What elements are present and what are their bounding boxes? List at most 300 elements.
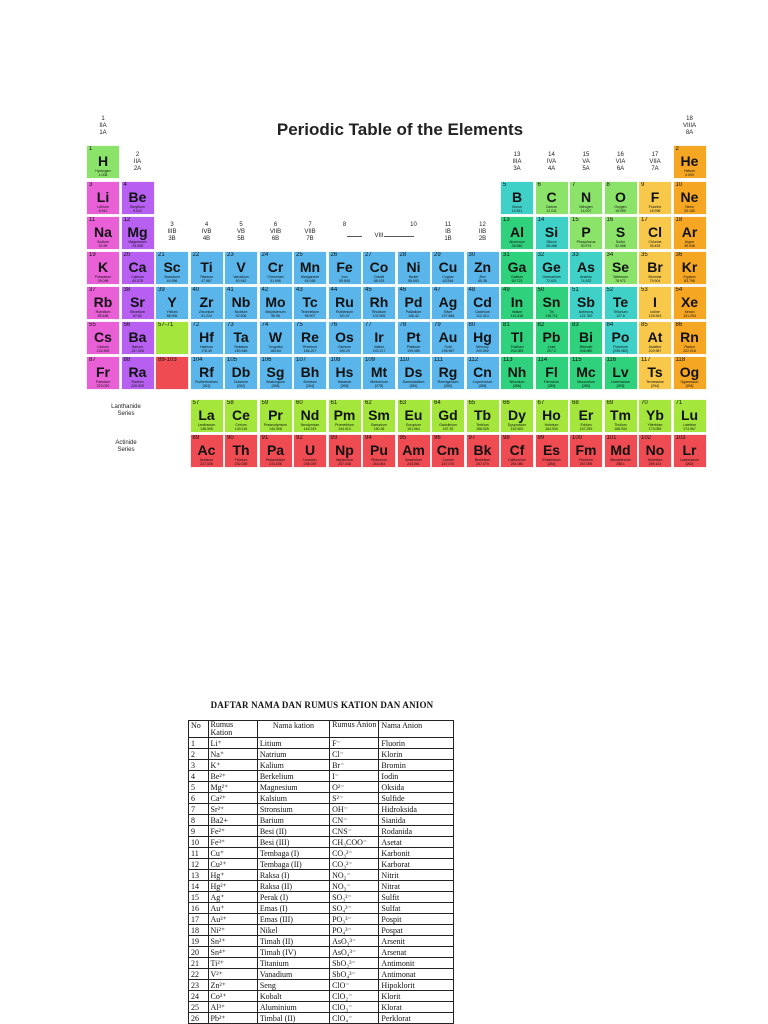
element-atomic-number: 53 [641,287,648,293]
element-atomic-number: 10 [675,182,683,188]
element-fe [328,251,362,285]
element-atomic-number: 76 [330,322,338,328]
element-mass: 138.905 [200,427,213,431]
cation-formula: Cu⁺ [208,848,257,859]
element-atomic-number: 57 [192,400,200,406]
element-atomic-number: 117 [641,357,651,363]
cation-formula: Co²⁺ [208,991,257,1002]
element-symbol: Cn [473,364,492,380]
group-label: 8 [342,222,347,228]
element-mass: 91.224 [201,314,212,318]
table-row [189,958,454,969]
element-atomic-number: 18 [675,217,683,223]
element-atomic-number: 54 [675,287,683,293]
element-lv [604,356,638,390]
element-mass: 39.098 [97,279,109,283]
cation-name: Aluminium [257,1002,329,1013]
element-name: Bromine [648,275,662,279]
element-mass: 51.996 [270,279,281,283]
element-atomic-number: 46 [399,287,407,293]
element-symbol: Sc [163,259,181,275]
periodic-table-title: Periodic Table of the Elements [276,120,524,139]
element-lr [673,434,707,468]
element-bh [293,356,327,390]
row-number: 1 [189,738,209,749]
element-cf [500,434,534,468]
element-symbol: Ir [374,329,384,345]
element-symbol: Zr [199,294,214,310]
anion-formula: AsO₄³⁻ [330,947,379,958]
anion-formula: S²⁻ [330,793,379,804]
element-atomic-number: 7 [572,182,576,188]
element-atomic-number: 31 [503,252,510,258]
anion-formula: PO₄³⁻ [330,925,379,936]
element-mass: 207.2 [547,349,556,353]
table-row [189,804,454,815]
element-mass: 47.867 [201,279,212,283]
element-symbol: Ga [507,259,527,275]
element-mass: 258.1 [616,462,625,466]
element-au [431,321,465,355]
element-mg [121,216,155,250]
element-atomic-number: 47 [434,287,441,293]
element-fm [569,434,603,468]
element-mass: 63.546 [442,279,454,283]
anion-name: Asetat [379,837,454,848]
element-mass: 195.085 [407,349,420,353]
element-atomic-number: 62 [365,400,372,406]
element-name: Roentgenium [437,380,459,384]
element-symbol: Cd [473,294,492,310]
element-th [224,434,258,468]
cation-name: Besi (II) [257,826,329,837]
element-atomic-number: 50 [537,287,545,293]
element-atomic-number: 104 [192,357,203,363]
element-name: Barium [131,345,144,349]
element-symbol: Pu [370,442,388,458]
element-atomic-number: 41 [227,287,234,293]
row-number: 18 [189,925,209,936]
element-ta [224,321,258,355]
table-row [189,870,454,881]
anion-formula: SO₃²⁻ [330,892,379,903]
element-name: Oxygen [614,205,627,209]
anion-name: Arsenit [379,936,454,947]
cation-formula: Sn⁴⁺ [208,947,257,958]
anion-formula: PO₃³⁻ [330,914,379,925]
element-name: Neodymium [300,423,320,427]
row-number: 7 [189,804,209,815]
element-name: Actinium [199,458,214,462]
element-atomic-number: 52 [606,287,614,293]
element-symbol: Og [679,364,700,380]
cation-name: Tembaga (II) [257,859,329,870]
element-symbol: Cu [438,259,458,275]
element-gd [431,399,465,433]
group-label: 17 VIIA 7A [649,152,661,172]
element-name: Xenon [684,310,695,314]
element-atomic-number: 22 [192,252,200,258]
element-mass: 126.904 [648,314,662,318]
element-atomic-number: 70 [641,400,648,406]
anion-formula: F⁻ [330,738,379,749]
element-atomic-number: 42 [261,287,269,293]
element-mass: [293] [616,384,625,388]
element-mass: 35.453 [649,244,661,248]
element-atomic-number: 11 [89,217,96,223]
element-sr [121,286,155,320]
element-symbol: K [97,259,109,275]
element-name: Osmium [337,345,352,349]
element-y [155,286,189,320]
anion-name: Arsenat [379,947,454,958]
group-label: 6 VIIB 6B [269,222,282,242]
element-np [328,434,362,468]
element-atomic-number: 37 [89,287,96,293]
element-name: Iridium [373,345,385,349]
element-k [86,251,120,285]
element-rb [86,286,120,320]
element-symbol: Cs [94,329,112,345]
anion-formula: CN⁻ [330,815,379,826]
anion-formula: NO₃⁻ [330,881,379,892]
row-number: 15 [189,892,209,903]
element-name: Ytterbium [647,423,663,427]
table-row [189,826,454,837]
element-symbol: Mt [370,364,388,380]
element-symbol: Rh [369,294,389,310]
element-mass: [278] [375,384,383,388]
element-mass: 127.6 [616,314,625,318]
element-symbol: Sb [577,294,595,310]
element-name: Dysprosium [507,423,527,427]
group-viii-label: VIII [362,233,396,240]
element-mass: [208.982] [613,349,628,353]
element-o [604,181,638,215]
element-atomic-number: 97 [468,435,476,441]
table-row [189,925,454,936]
table-row [189,947,454,958]
element-atomic-number: 2 [675,146,679,152]
element-mass: 183.84 [270,349,281,353]
table-row [189,793,454,804]
table-row [189,738,454,749]
element-atomic-number: 89-103 [158,357,177,363]
element-mass: 79.904 [649,279,661,283]
element-atomic-number: 118 [675,357,686,363]
element-c [535,181,569,215]
element-mass: 190.23 [339,349,350,353]
anion-name: Pospat [379,925,454,936]
table-row [189,837,454,848]
element-mass: 98.907 [304,314,316,318]
element-name: Thulium [614,423,627,427]
element-symbol: Ge [542,259,561,275]
element-placeholder-57-71 [155,321,189,355]
element-name: Helium [684,169,695,173]
element-name: Copernicium [472,380,493,384]
element-name: Holmium [544,423,559,427]
element-name: Einsteinium [542,458,561,462]
element-symbol: S [615,224,626,240]
element-atomic-number: 35 [641,252,648,258]
element-symbol: Ds [404,364,423,380]
element-mass: 28.086 [546,244,557,248]
element-hg [466,321,500,355]
element-atomic-number: 24 [261,252,269,258]
element-atomic-number: 61 [330,400,338,406]
element-name: Mercury [476,345,489,349]
element-symbol: Si [544,224,559,240]
element-symbol: Ba [128,329,147,345]
element-mass: 150.36 [373,427,385,431]
element-name: Beryllium [130,205,145,209]
element-atomic-number: 79 [434,322,441,328]
element-mass: 247.070 [441,462,455,466]
element-name: Neptunium [336,458,353,462]
element-symbol: Cm [436,442,460,458]
element-bk [466,434,500,468]
cation-formula: Sn²⁺ [208,936,257,947]
anion-name: Sulfat [379,903,454,914]
anion-name: Bromin [379,760,454,771]
element-mass: 132.905 [96,349,110,353]
anion-name: Antimonit [379,958,454,969]
element-atomic-number: 88 [123,357,131,363]
element-symbol: Pt [406,329,421,345]
element-ca [121,251,155,285]
element-name: Hafnium [199,345,214,349]
element-symbol: Eu [404,407,423,423]
element-fr [86,356,120,390]
element-atomic-number: 75 [296,322,303,328]
element-atomic-number: 109 [365,357,376,363]
anion-name: Rodanida [379,826,454,837]
cation-name: Litium [257,738,329,749]
element-mass: 30.974 [580,244,592,248]
element-name: Ruthenium [336,310,353,314]
element-name: Chromium [267,275,284,279]
element-name: Arsenic [580,275,592,279]
cation-formula: Ca²⁺ [208,793,257,804]
element-atomic-number: 105 [227,357,238,363]
element-atomic-number: 78 [399,322,407,328]
element-symbol: Gd [438,407,458,423]
element-name: Nobelium [647,458,663,462]
element-name: Rubidium [95,310,111,314]
element-name: Cobalt [373,275,385,279]
element-name: Antimony [578,310,594,314]
element-mass: 106.42 [408,314,419,318]
element-mass: 22.99 [98,244,108,248]
element-name: Lead [547,345,556,349]
element-se [604,251,638,285]
element-name: Aluminum [509,240,525,244]
element-name: Fluorine [648,205,662,209]
element-symbol: Al [510,224,524,240]
element-name: Darmstadtium [402,380,425,384]
element-mass: 140.116 [234,427,248,431]
element-name: Moscovium [577,380,595,384]
element-ce [224,399,258,433]
element-mass: 208.980 [579,349,593,353]
element-tl [500,321,534,355]
element-atomic-number: 89 [192,435,200,441]
element-symbol: Md [610,442,631,458]
row-number: 20 [189,947,209,958]
element-atomic-number: 81 [503,322,510,328]
element-mass: 88.906 [166,314,178,318]
element-name: Flerovium [543,380,560,384]
element-mass: 231.036 [269,462,282,466]
cation-name: Natrium [257,749,329,760]
element-mass: 131.294 [683,314,696,318]
element-name: Lithium [97,205,109,209]
element-u [293,434,327,468]
element-symbol: Be [128,189,147,205]
cation-formula: Be²⁺ [208,771,257,782]
element-name: Tantalum [233,345,249,349]
row-number: 19 [189,936,209,947]
anion-name: Sulfit [379,892,454,903]
element-mass: 196.967 [441,349,455,353]
anion-formula: O²⁻ [330,782,379,793]
element-mass: 192.217 [372,349,386,353]
element-name: Silver [443,310,453,314]
element-symbol: Rf [199,364,214,380]
element-name: Scandium [164,275,180,279]
row-number: 2 [189,749,209,760]
element-symbol: Y [167,294,177,310]
element-name: Berkelium [474,458,491,462]
element-mass: 174.967 [683,427,696,431]
element-atomic-number: 96 [434,435,441,441]
anion-formula: SbO₄³⁻ [330,969,379,980]
element-symbol: Mc [576,364,596,380]
element-atomic-number: 66 [503,400,510,406]
element-al [500,216,534,250]
anion-formula: SbO₃³⁻ [330,958,379,969]
element-po [604,321,638,355]
element-symbol: Na [94,224,112,240]
element-name: Sulfur [615,240,626,244]
element-name: Thorium [234,458,248,462]
element-atomic-number: 34 [606,252,614,258]
element-name: Silicon [546,240,557,244]
element-mo [259,286,293,320]
anion-name: Karbonit [379,848,454,859]
cation-formula: Al³⁺ [208,1002,257,1013]
element-ne [673,181,707,215]
element-mass: 102.906 [372,314,386,318]
element-name: Vanadium [233,275,249,279]
element-atomic-number: 27 [365,252,372,258]
header-cation-formula: Rumus Kation [208,721,257,738]
element-mass: 15.999 [615,209,626,213]
element-symbol: Pb [542,329,561,345]
element-atomic-number: 64 [434,400,441,406]
element-ds [397,356,431,390]
element-symbol: No [645,442,665,458]
element-symbol: H [97,153,109,169]
cation-formula: Li⁺ [208,738,257,749]
element-name: Protactinium [265,458,286,462]
element-n [569,181,603,215]
cation-formula: Ti²⁺ [208,958,257,969]
element-name: Iodine [650,310,660,314]
element-symbol: N [580,189,592,205]
element-sb [569,286,603,320]
element-name: Rhenium [302,345,317,349]
element-symbol: F [650,189,660,205]
element-name: Nickel [408,275,419,279]
element-symbol: At [647,329,663,345]
element-name: Thallium [510,345,524,349]
anion-name: Klorat [379,1002,454,1013]
anion-formula: CO₃²⁻ [330,848,379,859]
element-name: Nihonium [509,380,525,384]
element-symbol: I [653,294,657,310]
group-label: 7 VIIB 7B [304,222,316,242]
element-atomic-number: 3 [89,182,93,188]
group-viii-bracket-right [384,236,414,237]
element-mass: 232.038 [234,462,248,466]
element-symbol: Po [611,329,630,345]
element-mass: 83.798 [684,279,695,283]
element-mass: 144.243 [303,427,317,431]
element-symbol: Lv [612,364,629,380]
cation-formula: Cu²⁺ [208,859,257,870]
element-symbol: Pd [404,294,423,310]
element-atomic-number: 98 [503,435,510,441]
cation-name: Barium [257,815,329,826]
element-name: Plutonium [371,458,387,462]
element-hf [190,321,224,355]
element-atomic-number: 84 [606,322,614,328]
element-symbol: Au [438,329,458,345]
element-mass: 4.003 [685,173,694,177]
element-mass: 178.49 [201,349,212,353]
cation-formula: Ni²⁺ [208,925,257,936]
element-mass: [262] [237,384,245,388]
row-number: 9 [189,826,209,837]
element-symbol: Er [578,407,594,423]
element-atomic-number: 67 [537,400,545,406]
table-row [189,782,454,793]
element-mass: 101.07 [339,314,350,318]
table-row [189,848,454,859]
element-atomic-number: 95 [399,435,407,441]
element-ho [535,399,569,433]
anion-formula: OH⁻ [330,804,379,815]
element-atomic-number: 73 [227,322,234,328]
element-name: Hassium [337,380,352,384]
table-row [189,980,454,991]
element-ru [328,286,362,320]
element-mass: [280] [444,384,452,388]
element-atomic-number: 101 [606,435,617,441]
element-mass: 118.711 [545,314,558,318]
element-symbol: Ho [542,407,561,423]
element-mass: [262] [685,462,694,466]
anion-name: Fluorin [379,738,454,749]
element-symbol: Rb [93,294,113,310]
element-symbol: Hg [473,329,492,345]
element-pu [362,434,396,468]
header-anion-formula: Rumus Anion [330,721,379,738]
element-co [362,251,396,285]
row-number: 3 [189,760,209,771]
